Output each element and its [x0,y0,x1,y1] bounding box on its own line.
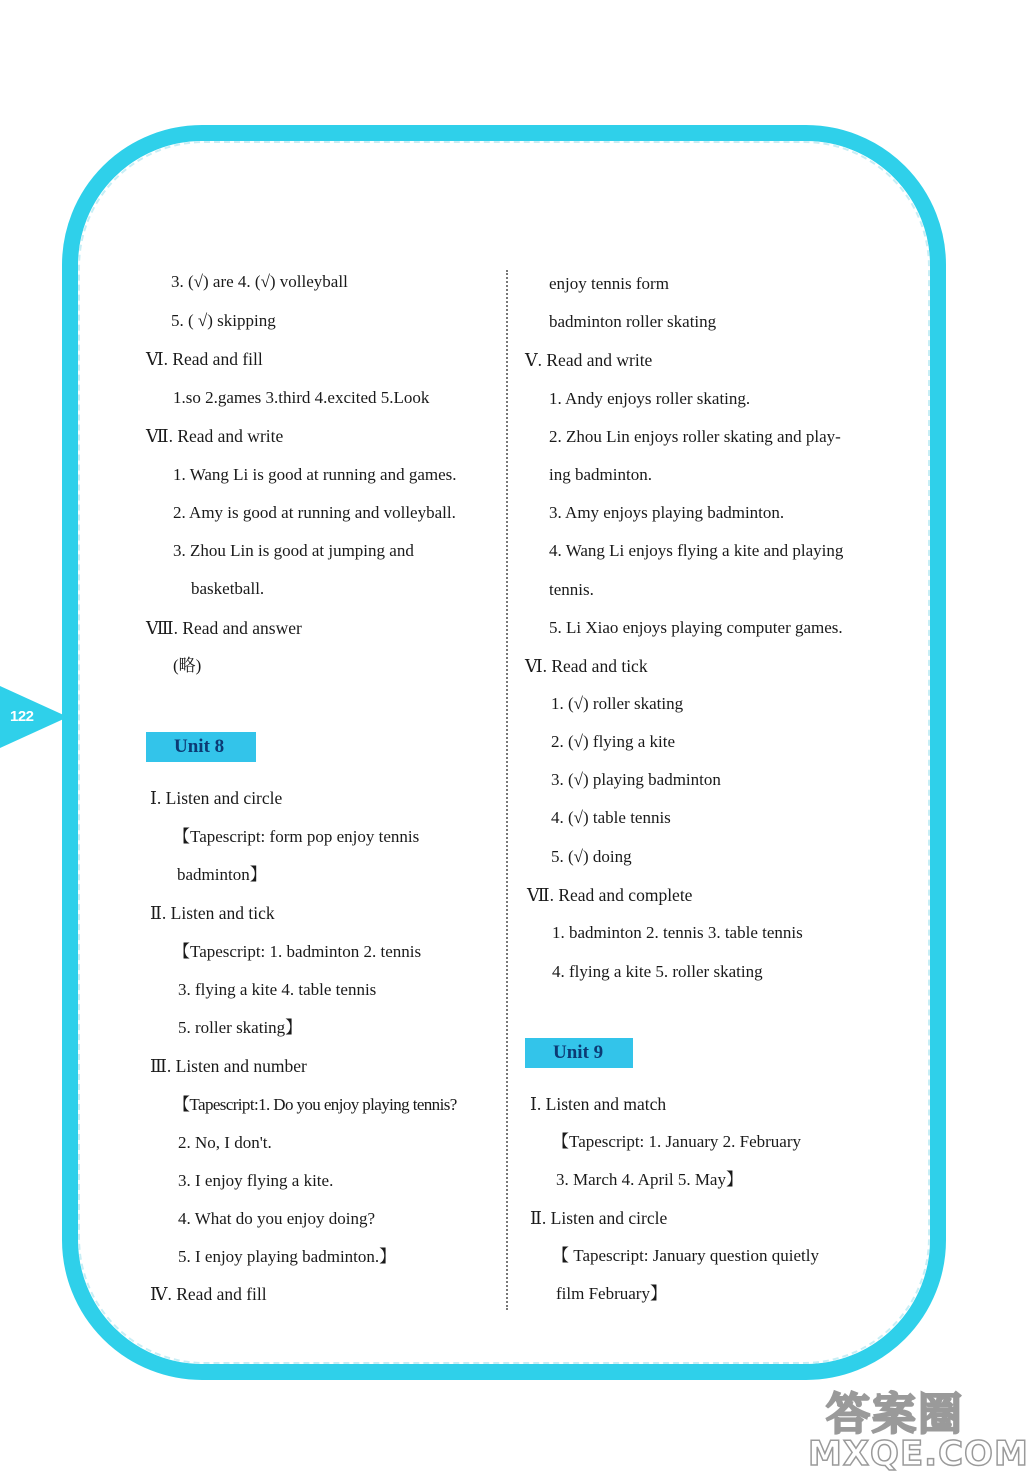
answer-line: 2. Amy is good at running and volleyball. [173,503,456,522]
tapescript-line: 【Tapescript: 1. January 2. February [552,1132,802,1151]
answer-line: 4. flying a kite 5. roller skating [552,962,763,981]
answer-line: 2. Zhou Lin enjoys roller skating and play- [549,427,841,446]
tapescript-line: 3. March 4. April 5. May】 [556,1170,743,1189]
tapescript-line: 5. roller skating】 [178,1018,303,1037]
answer-line: 2. (√) flying a kite [551,732,676,751]
section-heading: Ⅴ. Read and write [525,350,653,370]
section-heading: Ⅶ. Read and write [146,426,284,446]
tapescript-line: 【Tapescript:1. Do you enjoy playing tennis? [173,1095,457,1114]
tapescript-line: 3. I enjoy flying a kite. [178,1171,334,1190]
answer-line: 3. (√) are 4. (√) volleyball [171,272,348,291]
unit-9-heading: Unit 9 [525,1038,633,1068]
section-heading: Ⅵ. Read and tick [525,656,648,676]
watermark-logo [808,1378,1029,1478]
answer-line: basketball. [191,579,265,598]
answer-line: 5. Li Xiao enjoys playing computer games. [549,618,843,637]
answer-line: 5. (√) doing [551,847,632,866]
section-heading: Ⅱ. Listen and circle [530,1208,668,1228]
watermark-top-text: 答案圈 [826,1389,964,1440]
answer-line: 5. ( √) skipping [171,311,276,330]
answer-line: (略) [173,656,202,675]
tapescript-line: 【 Tapescript: January question quietly [552,1246,819,1265]
answer-line: 1. badminton 2. tennis 3. table tennis [552,923,803,942]
page-number-tab [0,686,68,748]
section-heading: Ⅲ. Listen and number [150,1056,307,1076]
tapescript-line: badminton】 [177,865,267,884]
section-heading: Ⅱ. Listen and tick [150,903,275,923]
answer-line: 1. (√) roller skating [551,694,684,713]
section-heading: Ⅵ. Read and fill [146,349,263,369]
word-bank-line: enjoy tennis form [549,274,669,293]
section-heading: Ⅶ. Read and complete [527,885,693,905]
tapescript-line: 4. What do you enjoy doing? [178,1209,376,1228]
answer-line: 1.so 2.games 3.third 4.excited 5.Look [173,388,430,407]
tapescript-line: 【Tapescript: form pop enjoy tennis [173,827,420,846]
answer-line: 3. Zhou Lin is good at jumping and [173,541,414,560]
answer-line: 1. Wang Li is good at running and games. [173,465,457,484]
tapescript-line: 【Tapescript: 1. badminton 2. tennis [173,942,422,961]
section-heading: Ⅷ. Read and answer [146,618,302,638]
tapescript-line: 5. I enjoy playing badminton.】 [178,1247,397,1266]
tapescript-line: 3. flying a kite 4. table tennis [178,980,377,999]
tapescript-line: 2. No, I don't. [178,1133,272,1152]
watermark-bottom-text: MXQE.COM [808,1434,1029,1474]
section-heading: Ⅰ. Listen and match [530,1094,667,1114]
answer-line: 3. Amy enjoys playing badminton. [549,503,785,522]
answer-line: 4. Wang Li enjoys flying a kite and playing [549,541,844,560]
section-heading: Ⅳ. Read and fill [150,1284,267,1304]
page-number: 122 [10,708,34,725]
section-heading: Ⅰ. Listen and circle [150,788,283,808]
answer-line: ing badminton. [549,465,652,484]
tapescript-line: film February】 [556,1284,667,1303]
answer-line: 3. (√) playing badminton [551,770,721,789]
answer-line: 4. (√) table tennis [551,808,671,827]
unit-8-heading: Unit 8 [146,732,256,762]
word-bank-line: badminton roller skating [549,312,717,331]
column-divider [506,270,508,1310]
answer-line: 1. Andy enjoys roller skating. [549,389,751,408]
answer-line: tennis. [549,580,594,599]
